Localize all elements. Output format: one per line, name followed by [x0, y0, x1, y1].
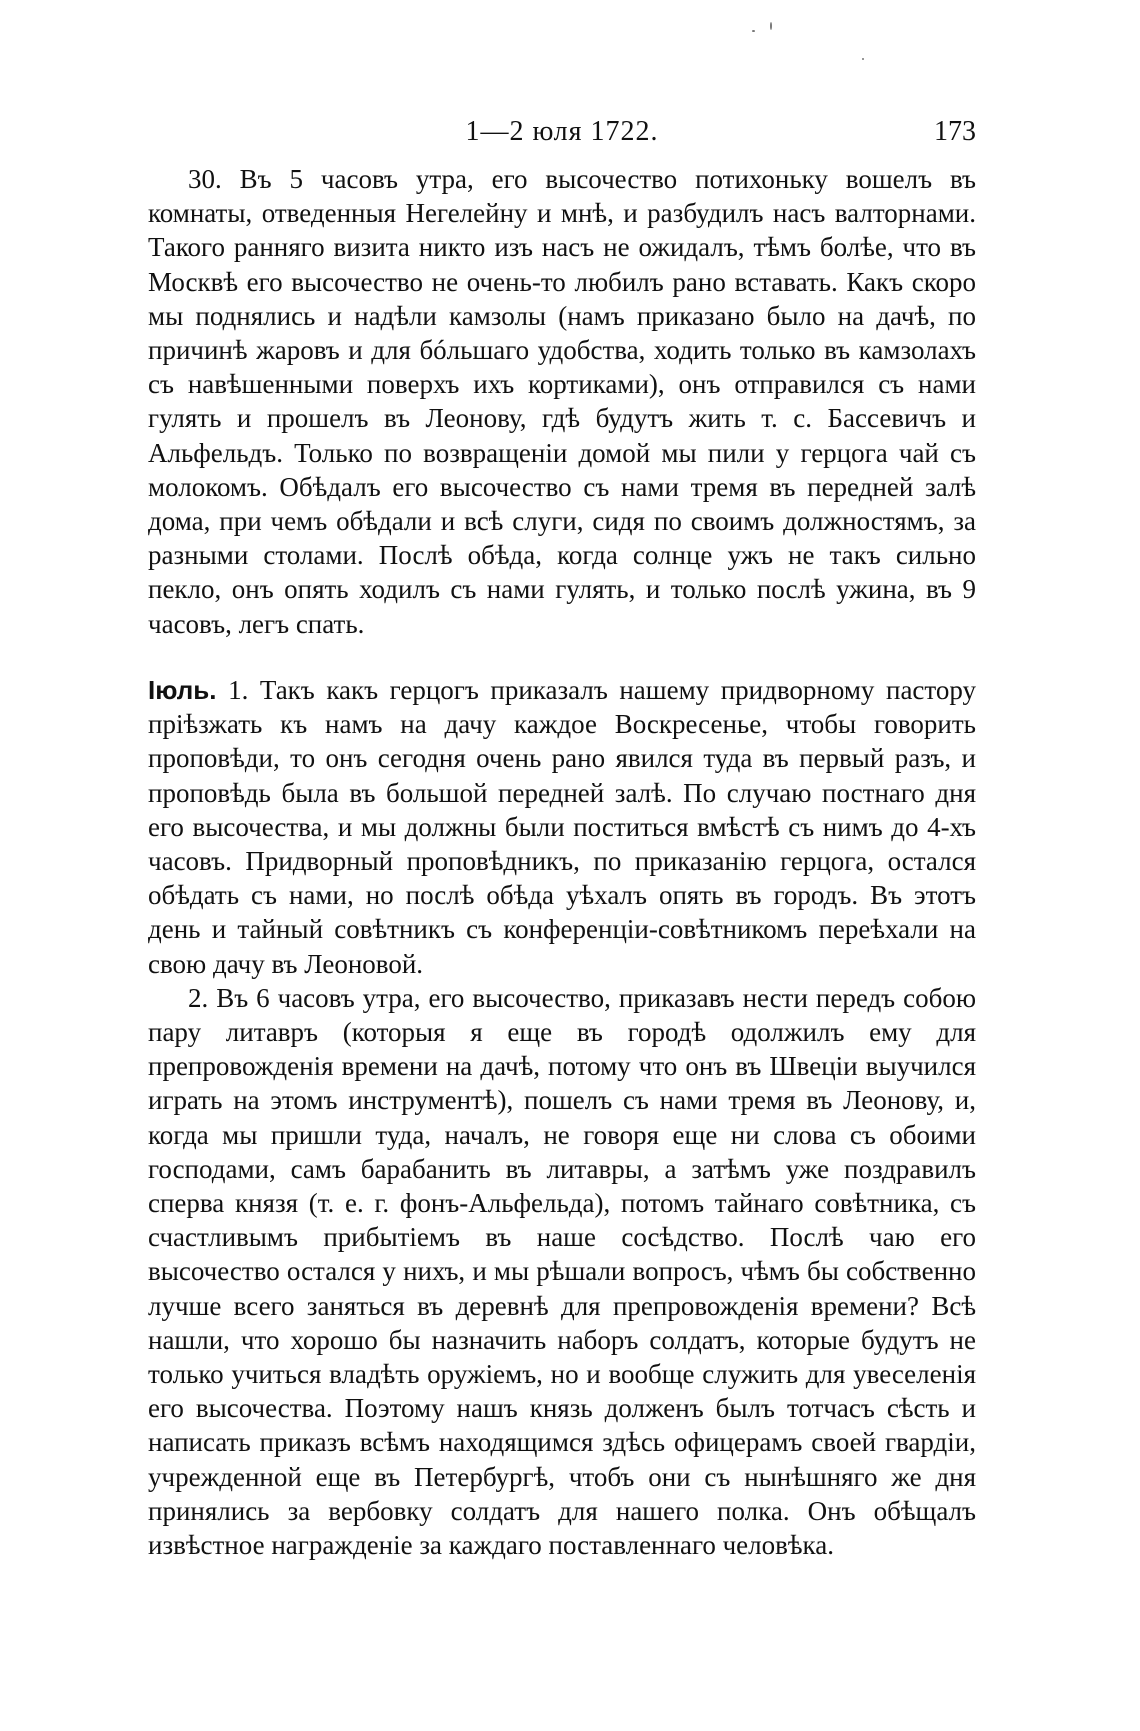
- paragraph-july-1: [148, 673, 976, 981]
- print-speck: [862, 58, 864, 60]
- paragraph-june-30: 30. Въ 5 часовъ утра, его высочество потихоньку вошелъ въ комнаты, отведенныя Негелейну и мнѣ, и разбудилъ насъ валторнами. Такого ранняго визита никто изъ насъ не ожидалъ, тѣмъ болѣе, что въ Москвѣ его высочество не очень-то любилъ рано вставать. Какъ скоро мы поднялись и надѣли камзолы (намъ приказано было на дачѣ, по причинѣ жаровъ и для бóльшаго удобства, ходить только въ камзолахъ съ навѣшенными поверхъ ихъ кортиками), онъ отправился съ нами гулять и прошелъ въ Леонову, гдѣ будутъ жить т. с. Бассевичъ и Альфельдъ. Только по возвращеніи домой мы пили у герцога чай съ молокомъ. Обѣдалъ его высочество съ нами тремя въ передней залѣ дома, при чемъ обѣдали и всѣ слуги, сидя по своимъ должностямъ, за разными столами. Послѣ обѣда, когда солнце ужъ не такъ сильно пекло, онъ опять ходилъ съ нами гулять, и только послѣ ужина, въ 9 часовъ, легъ спать.: [148, 164, 976, 639]
- print-speck: [752, 30, 755, 32]
- entries-july: [148, 673, 976, 1562]
- print-speck: [770, 22, 772, 30]
- page-number: 173: [934, 116, 976, 147]
- page-header: [148, 112, 976, 152]
- paragraph-july-2: 2. Въ 6 часовъ утра, его высочество, приказавъ нести передъ собою пару литавръ (которыя я еще въ городѣ одолжилъ ему для препровожденія времени на дачѣ, потому что онъ въ Швеціи выучился играть на этомъ инструментѣ), пошелъ съ нами тремя въ Леонову, и, когда мы пришли туда, началъ, не говоря еще ни слова съ обоими господами, самъ барабанить въ литавры, а затѣмъ уже поздравилъ сперва князя (т. е. г. фонъ-Альфельда), потомъ тайнаго совѣтника, съ счастливымъ прибытіемъ въ наше сосѣдство. Послѣ чаю его высочество остался у нихъ, и мы рѣшали вопросъ, чѣмъ бы собственно лучше всего заняться въ деревнѣ для препровожденія времени? Всѣ нашли, что хорошо бы назначить наборъ солдатъ, которые будутъ не только учиться владѣть оружіемъ, но и вообще служить для увеселенія его высочества. Поэтому нашъ князь долженъ былъ тотчасъ сѣсть и написать приказъ всѣмъ находящимся здѣсь офицерамъ своей гвардіи, учрежденной еще въ Петербургѣ, чтобъ они съ нынѣшняго же дня принялись за вербовку солдатъ для нашего полка. Онъ обѣщалъ извѣстное награжденіе за каждаго поставленнаго человѣка.: [148, 982, 976, 1561]
- entry-june-30: [148, 162, 976, 641]
- month-label: Іюль.: [148, 675, 217, 705]
- running-title: 1—2 юля 1722.: [465, 116, 659, 147]
- paragraph-july-1-text: 1. Такъ какъ герцогъ приказалъ нашему придворному пастору пріѣзжать къ намъ на дачу каждое Воскресенье, чтобы говорить проповѣди, то онъ сегодня очень рано явился туда въ первый разъ, и проповѣдь была въ большой передней залѣ. По случаю постнаго дня его высочества, и мы должны были поститься вмѣстѣ съ нимъ до 4-хъ часовъ. Придворный проповѣдникъ, по приказанію герцога, остался обѣдать съ нами, но послѣ обѣда уѣхалъ опять въ городъ. Въ этотъ день и тайный совѣтникъ съ конференціи-совѣтникомъ переѣхали на свою дачу въ Леоновой.: [148, 675, 976, 979]
